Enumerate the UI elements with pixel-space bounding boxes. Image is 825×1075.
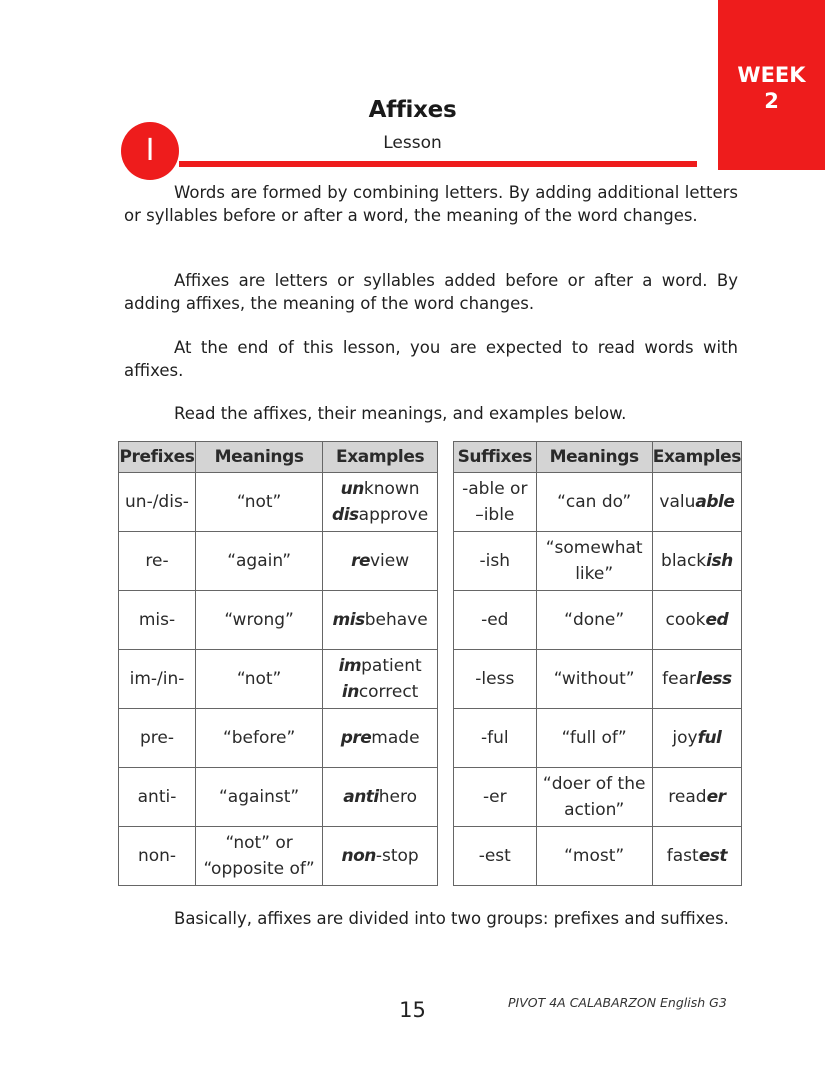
suffix-line: -ed [481, 610, 509, 630]
prefix-table [118, 441, 438, 886]
suffix-table [453, 441, 742, 886]
suffix-cell [454, 591, 537, 650]
prefix-cell: anti- [119, 768, 196, 827]
example-base-part: cook [665, 610, 706, 630]
prefix-table-header [119, 442, 438, 473]
example-affix-part: dis [332, 505, 359, 525]
example-affix-part: im [338, 656, 362, 676]
suffix-header-cell: Suffixes [454, 442, 537, 473]
example-base-part: black [661, 551, 707, 571]
example-base-part: view [370, 551, 410, 571]
example-word [655, 725, 739, 751]
paragraph-instruction: Read the affixes, their meanings, and examples below. [174, 404, 627, 423]
example-cell [323, 591, 438, 650]
prefix-cell: un-/dis- [119, 473, 196, 532]
meaning-cell [536, 473, 652, 532]
suffix-line: -er [482, 787, 507, 807]
prefix-cell: re- [119, 532, 196, 591]
example-cell [323, 827, 438, 886]
example-base-part: -stop [375, 846, 419, 866]
example-word [655, 489, 739, 515]
suffix-line: -less [475, 669, 515, 689]
example-affix-part: un [340, 479, 364, 499]
example-cell [652, 827, 741, 886]
example-base-part: behave [364, 610, 428, 630]
table-row [119, 768, 438, 827]
meaning-cell [536, 768, 652, 827]
meaning-cell [536, 532, 652, 591]
example-base-part: fast [666, 846, 699, 866]
table-row [119, 473, 438, 532]
table-row [454, 768, 742, 827]
meaning-cell: “before” [195, 709, 322, 768]
example-base-part: joy [672, 728, 698, 748]
meaning-cell [536, 591, 652, 650]
prefix-cell: pre- [119, 709, 196, 768]
example-word [325, 784, 435, 810]
example-affix-part: ed [705, 610, 729, 630]
suffix-cell [454, 473, 537, 532]
meaning-line: “most” [564, 846, 625, 866]
example-word [325, 653, 435, 679]
meaning-line: “somewhat [545, 538, 643, 558]
table-row [119, 827, 438, 886]
example-word [325, 607, 435, 633]
example-affix-part: in [341, 682, 359, 702]
example-affix-part: ful [697, 728, 722, 748]
table-row [119, 532, 438, 591]
example-base-part: valu [659, 492, 696, 512]
example-base-part: made [371, 728, 420, 748]
meaning-line: “without” [553, 669, 635, 689]
meaning-cell [536, 827, 652, 886]
example-cell [323, 709, 438, 768]
prefix-cell: mis- [119, 591, 196, 650]
page-title: Affixes [368, 97, 457, 123]
week-number: 2 [764, 89, 779, 113]
meaning-line: action” [564, 800, 625, 820]
suffix-line: -ful [480, 728, 509, 748]
meaning-cell [195, 827, 322, 886]
suffix-header-cell: Examples [652, 442, 741, 473]
meaning-cell: “not” [195, 473, 322, 532]
example-base-part: fear [662, 669, 696, 689]
meaning-cell: “against” [195, 768, 322, 827]
footer-note: PIVOT 4A CALABARZON English G3 [508, 995, 727, 1010]
example-word [655, 666, 739, 692]
example-cell [652, 473, 741, 532]
meaning-cell [536, 650, 652, 709]
paragraph-objective: At the end of this lesson, you are expected to read words with affixes. [124, 338, 738, 380]
table-row [119, 650, 438, 709]
meaning-cell: “not” [195, 650, 322, 709]
paragraph-intro: Words are formed by combining letters. By adding additional letters or syllables before or after a word, the meaning of the word changes. [124, 183, 738, 225]
meaning-line: “doer of the [542, 774, 646, 794]
example-cell [652, 591, 741, 650]
example-affix-part: est [698, 846, 727, 866]
meaning-line: “not” or [225, 833, 293, 853]
page-subtitle: Lesson [383, 133, 442, 153]
table-row [454, 827, 742, 886]
example-word [325, 548, 435, 574]
example-affix-part: anti [343, 787, 379, 807]
example-word [325, 502, 435, 528]
meaning-line: “done” [564, 610, 625, 630]
table-row [454, 650, 742, 709]
example-affix-part: ish [706, 551, 733, 571]
example-affix-part: re [351, 551, 370, 571]
example-affix-part: less [696, 669, 732, 689]
example-cell [652, 768, 741, 827]
example-cell [652, 709, 741, 768]
paragraph-summary: Basically, affixes are divided into two groups: prefixes and suffixes. [174, 909, 729, 928]
example-affix-part: pre [340, 728, 372, 748]
table-row [454, 532, 742, 591]
suffix-line: –ible [475, 505, 515, 525]
example-cell [323, 473, 438, 532]
example-affix-part: er [706, 787, 726, 807]
meaning-cell: “wrong” [195, 591, 322, 650]
meaning-line: like” [575, 564, 614, 584]
suffix-cell [454, 768, 537, 827]
example-cell [652, 650, 741, 709]
prefix-header-cell: Prefixes [119, 442, 196, 473]
example-base-part: known [363, 479, 420, 499]
suffix-cell [454, 709, 537, 768]
example-base-part: approve [358, 505, 429, 525]
example-word [325, 843, 435, 869]
example-word [655, 607, 739, 633]
example-base-part: correct [358, 682, 419, 702]
meaning-line: “can do” [557, 492, 632, 512]
meaning-cell: “again” [195, 532, 322, 591]
meaning-line: “full of” [561, 728, 627, 748]
example-affix-part: able [695, 492, 735, 512]
prefix-header-cell: Examples [323, 442, 438, 473]
meaning-cell [536, 709, 652, 768]
suffix-cell [454, 532, 537, 591]
prefix-cell: non- [119, 827, 196, 886]
table-row [119, 709, 438, 768]
suffix-header-cell: Meanings [536, 442, 652, 473]
paragraph-definition: Affixes are letters or syllables added before or after a word. By adding affixes, the meaning of the word changes. [124, 271, 738, 313]
table-row [119, 591, 438, 650]
week-label: WEEK [737, 63, 806, 87]
example-word [655, 784, 739, 810]
example-cell [323, 532, 438, 591]
example-base-part: patient [361, 656, 422, 676]
example-affix-part: mis [332, 610, 365, 630]
suffix-cell [454, 827, 537, 886]
title-divider [179, 161, 697, 167]
suffix-table-header [454, 442, 742, 473]
page-number: 15 [399, 998, 426, 1022]
example-base-part: hero [378, 787, 417, 807]
table-row [454, 709, 742, 768]
meaning-line: “opposite of” [203, 859, 315, 879]
example-cell [323, 768, 438, 827]
example-affix-part: non [341, 846, 376, 866]
example-cell [652, 532, 741, 591]
prefix-header-cell: Meanings [195, 442, 322, 473]
example-base-part: read [668, 787, 707, 807]
example-word [655, 843, 739, 869]
example-word [325, 476, 435, 502]
table-row [454, 591, 742, 650]
prefix-cell: im-/in- [119, 650, 196, 709]
suffix-line: -able or [462, 479, 528, 499]
example-word [325, 725, 435, 751]
suffix-cell [454, 650, 537, 709]
suffix-line: -est [478, 846, 511, 866]
example-word [655, 548, 739, 574]
suffix-line: -ish [479, 551, 511, 571]
lesson-marker: I [121, 122, 179, 180]
example-cell [323, 650, 438, 709]
table-row [454, 473, 742, 532]
example-word [325, 679, 435, 705]
